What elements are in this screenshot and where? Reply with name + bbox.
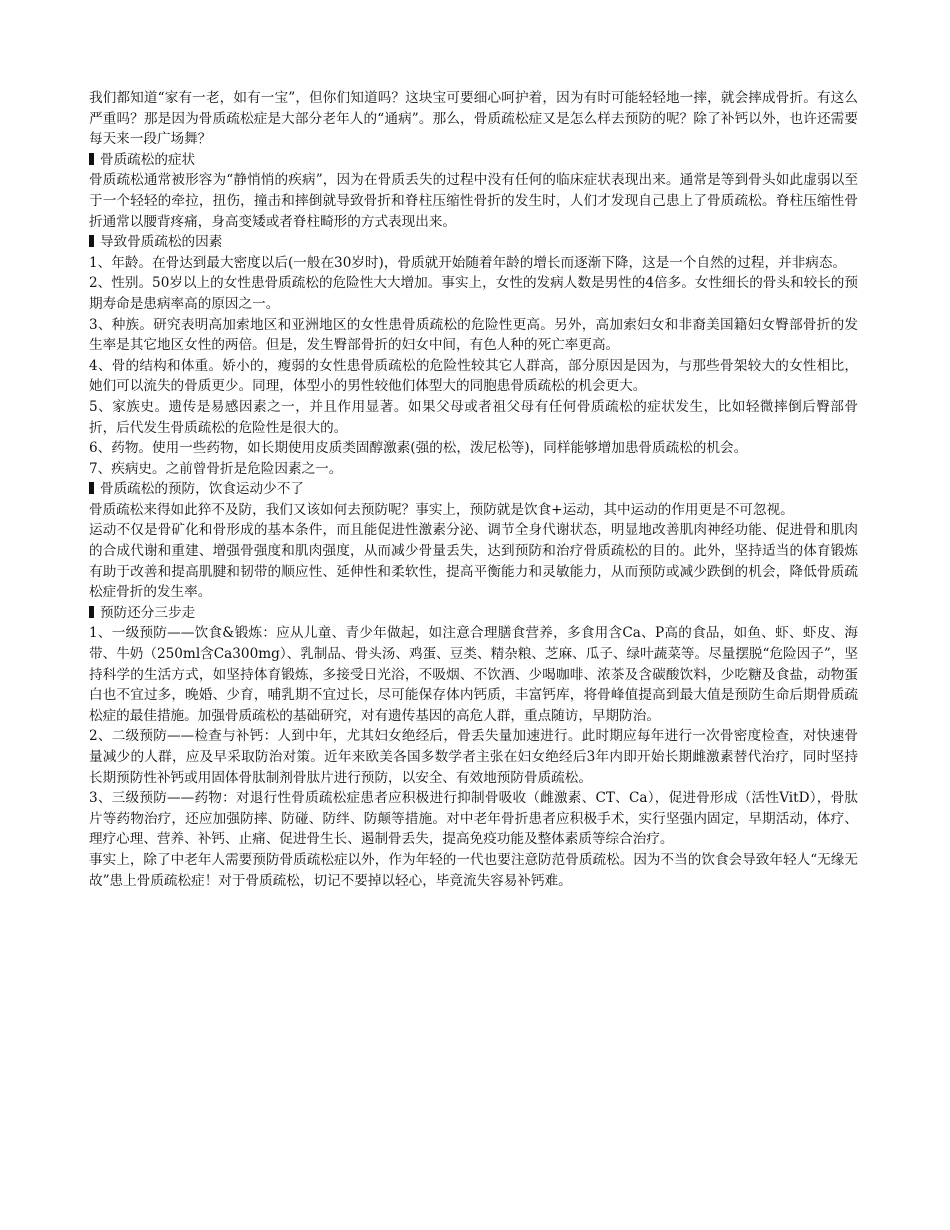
- paragraph: 运动不仅是骨矿化和骨形成的基本条件，而且能促进性激素分泌、调节全身代谢状态，明显地改善肌肉神经功能、促进骨和肌肉的合成代谢和重建、增强骨强度和肌肉强度，从而减少骨量丢失，达到预防和治疗骨质疏松的目的。此外，坚持适当的体育锻炼有助于改善和提高肌腱和韧带的顺应性、延伸性和柔软性，提高平衡能力和灵敏能力，从而预防或减少跌倒的机会，降低骨质疏松症骨折的发生率。: [89, 522, 858, 601]
- closing-paragraph: 事实上，除了中老年人需要预防骨质疏松症以外，作为年轻的一代也要注意防范骨质疏松。因为不当的饮食会导致年轻人“无缘无故”患上骨质疏松症！对于骨质疏松，切记不要掉以轻心，毕竟流失容易补钙难。: [89, 851, 858, 889]
- heading-marker: [89, 482, 94, 494]
- heading-marker: [89, 606, 94, 618]
- heading-marker: [89, 153, 94, 165]
- list-item: 3、种族。研究表明高加索地区和亚洲地区的女性患骨质疏松的危险性更高。另外，高加索妇女和非裔美国籍妇女臀部骨折的发生率是其它地区女性的两倍。但是，发生臀部骨折的妇女中间，有色人种的死亡率更高。: [89, 316, 858, 354]
- section-heading-three-steps: [89, 603, 858, 624]
- list-item: 2、性别。50岁以上的女性患骨质疏松的危险性大大增加。事实上，女性的发病人数是男性的4倍多。女性细长的骨头和较长的预期寿命是患病率高的原因之一。: [89, 275, 858, 312]
- heading-marker: [89, 235, 94, 247]
- intro-paragraph: 我们都知道“家有一老，如有一宝”，但你们知道吗？这块宝可要细心呵护着，因为有时可能轻轻地一摔，就会摔成骨折。有这么严重吗？那是因为骨质疏松症是大部分老年人的“通病”。那么，骨质疏松症又是怎么样去预防的呢？除了补钙以外，也许还需要每天来一段广场舞？: [89, 90, 858, 148]
- paragraph: 骨质疏松来得如此猝不及防，我们又该如何去预防呢？事实上，预防就是饮食+运动，其中运动的作用更是不可忽视。: [89, 501, 794, 518]
- list-item: 1、年龄。在骨达到最大密度以后(一般在30岁时)，骨质就开始随着年龄的增长而逐渐下降，这是一个自然的过程，并非病态。: [89, 254, 847, 271]
- section-heading-prevention: [89, 479, 858, 500]
- section-heading-causes: [89, 232, 858, 253]
- list-item: 4、骨的结构和体重。娇小的，瘦弱的女性患骨质疏松的危险性较其它人群高，部分原因是因为，与那些骨架较大的女性相比，她们可以流失的骨质更少。同理，体型小的男性较他们体型大的同胞患骨质疏松的机会更大。: [89, 357, 858, 395]
- heading-text: 预防还分三步走: [100, 604, 196, 621]
- heading-text: 骨质疏松的症状: [100, 151, 196, 168]
- section-heading-symptoms: [89, 150, 858, 171]
- list-item: 1、一级预防——饮食&锻炼：应从儿童、青少年做起，如注意合理膳食营养，多食用含Ca、P高的食品，如鱼、虾、虾皮、海带、牛奶（250ml含Ca300mg）、乳制品、骨头汤、鸡蛋、豆类、精杂粮、芝麻、瓜子、绿叶蔬菜等。尽量摆脱“危险因子”，坚持科学的生活方式，如坚持体育锻炼，多接受日光浴，不吸烟、不饮酒、少喝咖啡、浓茶及含碳酸饮料，少吃糖及食盐，动物蛋白也不宜过多，晚婚、少育，哺乳期不宜过长，尽可能保存体内钙质，丰富钙库，将骨峰值提高到最大值是预防生命后期骨质疏松症的最佳措施。加强骨质疏松的基础研究，对有遗传基因的高危人群，重点随访，早期防治。: [89, 625, 858, 724]
- paragraph: 骨质疏松通常被形容为“静悄悄的疾病”，因为在骨质丢失的过程中没有任何的临床症状表现出来。通常是等到骨头如此虚弱以至于一个轻轻的牵拉，扭伤，撞击和摔倒就导致骨折和脊柱压缩性骨折的发生时，人们才发现自己患上了骨质疏松。脊柱压缩性骨折通常以腰背疼痛，身高变矮或者脊柱畸形的方式表现出来。: [89, 172, 858, 230]
- heading-text: 导致骨质疏松的因素: [100, 234, 223, 251]
- list-item: 2、二级预防——检查与补钙：人到中年，尤其妇女绝经后，骨丢失量加速进行。此时期应每年进行一次骨密度检查，对快速骨量减少的人群，应及早采取防治对策。近年来欧美各国多数学者主张在妇女绝经后3年内即开始长期雌激素替代治疗，同时坚持长期预防性补钙或用固体骨肽制剂骨肽片进行预防，以安全、有效地预防骨质疏松。: [89, 728, 858, 786]
- list-item: 3、三级预防——药物：对退行性骨质疏松症患者应积极进行抑制骨吸收（雌激素、CT、Ca），促进骨形成（活性VitD），骨肽片等药物治疗，还应加强防摔、防碰、防绊、防颠等措施。对中老年骨折患者应积极手术，实行坚强内固定，早期活动，体疗、理疗心理、营养、补钙、止痛、促进骨生长、遏制骨丢失，提高免疫功能及整体素质等综合治疗。: [89, 790, 858, 848]
- list-item: 7、疾病史。之前曾骨折是危险因素之一。: [89, 460, 343, 477]
- list-item: 5、家族史。遗传是易感因素之一，并且作用显著。如果父母或者祖父母有任何骨质疏松的症状发生，比如轻微摔倒后臀部骨折，后代发生骨质疏松的危险性是很大的。: [89, 398, 858, 436]
- list-item: 6、药物。使用一些药物，如长期使用皮质类固醇激素(强的松，泼尼松等)，同样能够增加患骨质疏松的机会。: [89, 440, 748, 457]
- heading-text: 骨质疏松的预防，饮食运动少不了: [100, 481, 304, 498]
